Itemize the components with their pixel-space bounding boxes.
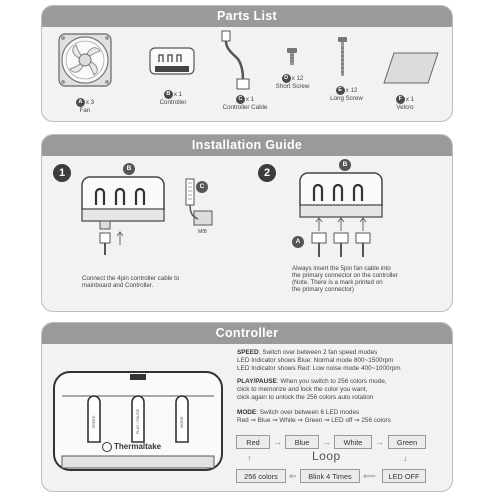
- part-fan-name: Fan: [79, 107, 91, 114]
- velcro-image: [382, 51, 440, 85]
- controller-cable-image: [218, 29, 254, 91]
- play-pause-description: PLAY/PAUSE: When you switch to 256 colors mode, click to memorize and lock the color you want, click again to unlock the 256 colors auto rotation: [237, 378, 387, 401]
- speed-description: SPEED: Switch over between 2 fan speed modes LED Indicator shows Blue: Normal mode 800~1500rpm LED Indicator shows Red: Low noise mode 400~1000rpm: [237, 349, 401, 372]
- part-cable-name: Controller Cable: [222, 104, 268, 111]
- controller-brand-logo: Thermaltake: [102, 442, 161, 452]
- controller-illustration: [52, 370, 224, 474]
- part-short-screw-label: D x 12 Short Screw: [275, 75, 310, 90]
- part-controller-name: Controller: [159, 99, 187, 106]
- loop-arrow-2: →: [322, 437, 331, 447]
- step-1-controller-image: [78, 175, 168, 257]
- part-cable-label: C x 1 Controller Cable: [222, 96, 268, 111]
- mode-description: MODE: Switch over between 6 LED modes Red ⇒ Blue ⇒ White ⇒ Green ⇒ LED off ⇒ 256 colors: [237, 409, 391, 424]
- step-2-controller-image: [294, 171, 388, 261]
- step-2-instructions: Always insert the 5pin fan cable into the primary connector on the controller (Note. There is a mark printed on the primary connector): [292, 265, 398, 294]
- step-2-label-b: B: [339, 159, 351, 171]
- step-1-instructions: Connect the 4pin controller cable to mainboard and Controller.: [82, 275, 180, 290]
- long-screw-image: [334, 36, 354, 80]
- loop-red: Red: [236, 435, 270, 449]
- loop-blink: Blink 4 Times: [300, 469, 360, 483]
- part-fan-letter: A: [76, 98, 85, 107]
- part-fan-label: A x 3 Fan: [70, 98, 100, 114]
- loop-white: White: [334, 435, 372, 449]
- brand-logo-icon: [102, 442, 112, 452]
- loop-arrow-1: →: [273, 437, 282, 447]
- fan-image: [58, 33, 112, 87]
- controller-panel: [41, 322, 453, 492]
- loop-title: Loop: [312, 449, 341, 463]
- loop-green: Green: [388, 435, 426, 449]
- loop-arrow-down: ↓: [403, 453, 408, 463]
- part-controller-label: B x 1 Controller: [159, 91, 187, 106]
- controller-button-speed: SPEED: [92, 415, 96, 429]
- part-short-screw-letter: D: [282, 74, 291, 83]
- step-2-badge: 2: [258, 164, 276, 182]
- step-2-label-a: A: [292, 236, 304, 248]
- controller-title: Controller: [42, 323, 452, 344]
- loop-blue: Blue: [285, 435, 319, 449]
- part-velcro-label: F x 1 Velcro: [396, 96, 415, 111]
- part-velcro-name: Velcro: [396, 104, 414, 111]
- controller-image: [148, 46, 196, 78]
- loop-256-colors: 256 colors: [236, 469, 286, 483]
- loop-arrow-4: ⇐: [289, 471, 297, 481]
- step-1-label-b: B: [123, 163, 135, 175]
- loop-arrow-up: ↑: [247, 453, 252, 463]
- step-1-label-c: C: [196, 181, 208, 193]
- part-cable-letter: C: [236, 95, 245, 104]
- parts-list-title: Parts List: [42, 6, 452, 27]
- svg-text:M/B: M/B: [198, 229, 207, 235]
- parts-list-panel: [41, 5, 453, 122]
- installation-guide-panel: [41, 134, 453, 312]
- controller-button-mode: MODE: [180, 416, 184, 428]
- loop-led-off: LED OFF: [382, 469, 426, 483]
- loop-arrow-5: ⟸: [363, 471, 376, 481]
- part-short-screw-name: Short Screw: [275, 83, 310, 90]
- short-screw-image: [286, 47, 298, 67]
- loop-arrow-3: →: [375, 437, 384, 447]
- step-1-cable-image: [180, 175, 216, 237]
- installation-guide-title: Installation Guide: [42, 135, 452, 156]
- part-long-screw-letter: E: [336, 86, 345, 95]
- part-long-screw-label: E x 12 Long Screw: [330, 87, 363, 102]
- part-velcro-letter: F: [396, 95, 405, 104]
- controller-button-play-pause: PLAY / PAUSE: [136, 408, 140, 434]
- part-long-screw-name: Long Screw: [330, 95, 363, 102]
- step-1-badge: 1: [53, 164, 71, 182]
- part-controller-letter: B: [164, 90, 173, 99]
